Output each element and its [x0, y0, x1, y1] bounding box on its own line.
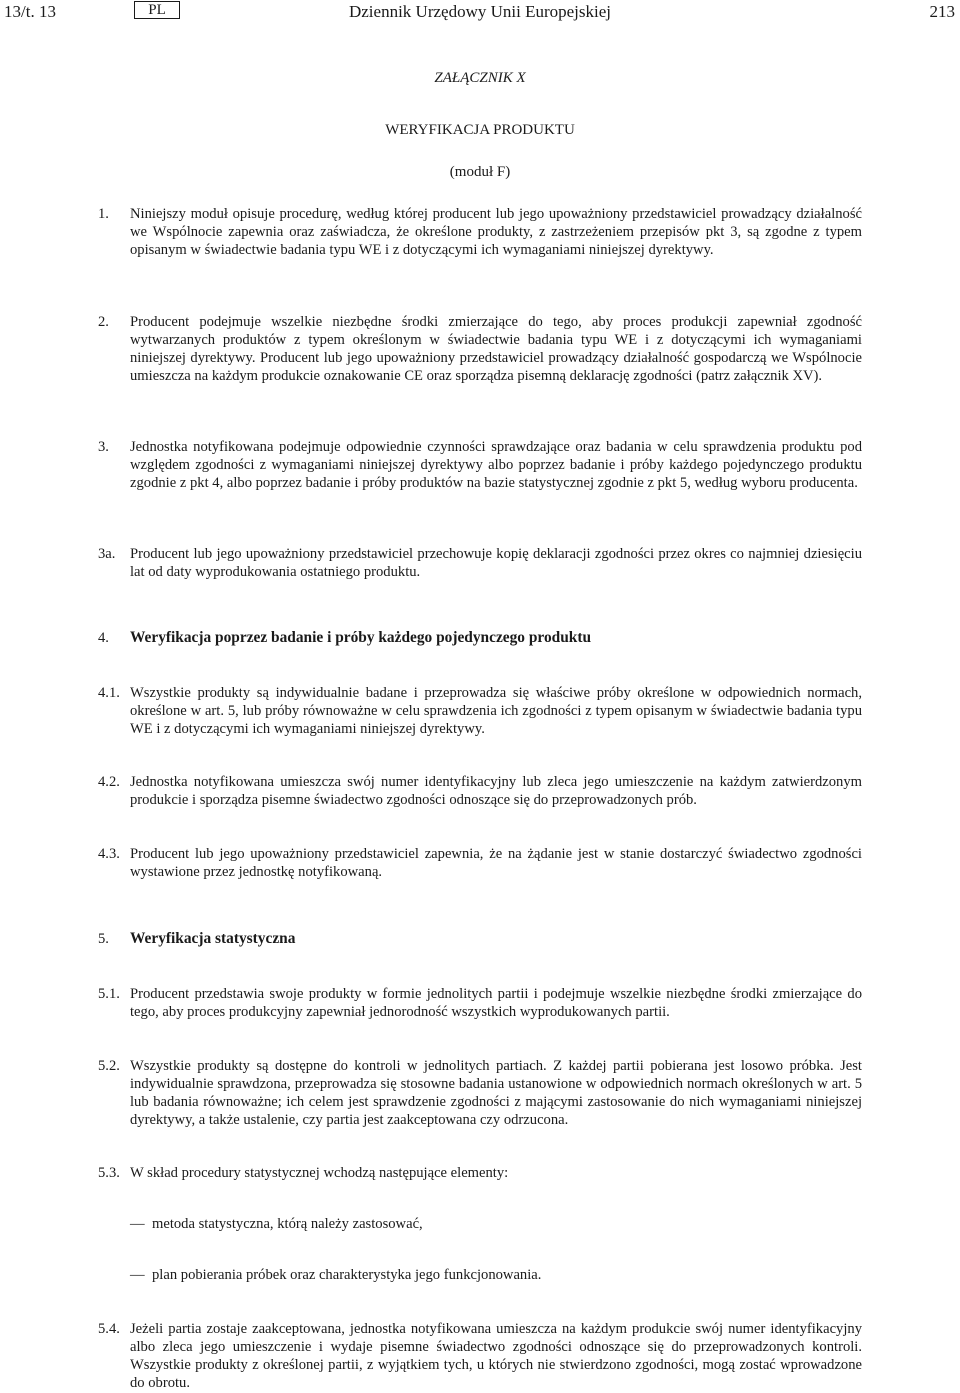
- paragraph-4-2: [98, 773, 862, 809]
- section-heading-text: Weryfikacja poprzez badanie i próby każdego pojedynczego produktu: [130, 629, 592, 646]
- section-5-heading: [98, 930, 862, 948]
- paragraph-5-4: [98, 1320, 862, 1392]
- document-title: WERYFIKACJA PRODUKTU: [385, 122, 575, 138]
- paragraph-1: [98, 205, 862, 259]
- paragraph-text: Producent lub jego upoważniony przedstawiciel przechowuje kopię deklaracji zgodności przez okres co najmniej dziesięciu lat od daty wyprodukowania ostatniego produktu.: [130, 546, 862, 580]
- paragraph-3a: [98, 545, 862, 581]
- paragraph-text: Producent podejmuje wszelkie niezbędne środki zmierzające do tego, aby proces produkcji zapewniał zgodność wytwarzanych produktów z typem określonym w świadectwie badania typu WE i z dotyczącymi ich wymaganiami niniejszej dyrektywy. Producent lub jego upoważniony przedstawiciel prowadzący działalność gospodarczą we Wspólnocie umieszcza na każdym produkcie oznakowanie CE oraz sporządza pisemną deklarację zgodności (patrz załącznik XV).: [130, 314, 862, 384]
- paragraph-text: Jeżeli partia zostaje zaakceptowana, jednostka notyfikowana umieszcza na każdym produkcie swój numer identyfikacyjny albo zleca jego umieszczenie i wydaje pisemne świadectwo zgodności odnoszące się do przeprowadzonych kontroli. Wszystkie produkty z określonej partii, z wyjątkiem tych, u których nie stwierdzono zgodności, mogą zostać wprowadzone do obrotu.: [130, 1321, 862, 1391]
- paragraph-number: 4.1.: [98, 685, 120, 701]
- section-number: 5.: [98, 931, 109, 947]
- dash-bullet: —: [130, 1267, 145, 1283]
- section-4-heading: [98, 629, 862, 647]
- paragraph-number: 4.3.: [98, 846, 120, 862]
- list-item: [130, 1215, 862, 1233]
- page-reference: 13/t. 13: [4, 2, 56, 21]
- paragraph-number: 5.2.: [98, 1058, 120, 1074]
- section-heading-text: Weryfikacja statystyczna: [130, 930, 296, 947]
- language-badge: PL: [134, 1, 180, 19]
- paragraph-text: Wszystkie produkty są indywidualnie badane i przeprowadza się właściwe próby określone w odpowiednich normach, określone w art. 5, lub próby równoważne w celu sprawdzenia ich zgodności z typem opisanym w świadectwie badania typu WE i z dotyczącymi ich wymaganiami niniejszej dyrektywy.: [130, 685, 862, 737]
- page-number: 213: [929, 2, 955, 21]
- list-item-text: plan pobierania próbek oraz charakterystyka jego funkcjonowania.: [152, 1267, 542, 1283]
- list-item-text: metoda statystyczna, którą należy zastosować,: [152, 1216, 423, 1232]
- paragraph-3: [98, 438, 862, 492]
- paragraph-number: 4.2.: [98, 774, 120, 790]
- list-item: [130, 1266, 862, 1284]
- paragraph-text: Niniejszy moduł opisuje procedurę, według której producent lub jego upoważniony przedstawiciel prowadzący działalność we Wspólnocie zapewnia oraz zaświadcza, że określone produkty, z zastrzeżeniem przepisów pkt 3, są zgodne z typem opisanym w świadectwie badania typu WE i z dotyczącymi ich wymaganiami niniejszej dyrektywy.: [130, 206, 862, 258]
- paragraph-4-1: [98, 684, 862, 738]
- paragraph-4-3: [98, 845, 862, 881]
- paragraph-number: 3.: [98, 439, 109, 455]
- annex-label: ZAŁĄCZNIK X: [434, 70, 526, 86]
- paragraph-number: 1.: [98, 206, 109, 222]
- paragraph-text: Jednostka notyfikowana umieszcza swój numer identyfikacyjny lub zleca jego umieszczenie na każdym zatwierdzonym produkcie i sporządza pisemne świadectwo zgodności odnoszące się do przeprowadzonych prób.: [130, 774, 862, 808]
- paragraph-number: 5.4.: [98, 1321, 120, 1337]
- dash-bullet: —: [130, 1216, 145, 1232]
- paragraph-text: Jednostka notyfikowana podejmuje odpowiednie czynności sprawdzające oraz badania w celu sprawdzenia produktu pod względem zgodności z wymaganiami niniejszej dyrektywy albo poprzez badanie i próby każdego pojedynczego produktu zgodnie z pkt 4, albo poprzez badanie i próby produktów na bazie statystycznej zgodnie z pkt 5, według wyboru producenta.: [130, 439, 862, 491]
- paragraph-5-2: [98, 1057, 862, 1129]
- paragraph-text: Producent przedstawia swoje produkty w formie jednolitych partii i podejmuje wszelkie niezbędne środki zmierzające do tego, aby proces produkcyjny zapewniał jednorodność wszystkich wyprodukowanych partii.: [130, 986, 862, 1020]
- paragraph-number: 5.3.: [98, 1165, 120, 1181]
- paragraph-number: 2.: [98, 314, 109, 330]
- paragraph-5-3: [98, 1164, 862, 1182]
- paragraph-text: W skład procedury statystycznej wchodzą następujące elementy:: [130, 1165, 509, 1181]
- document-subtitle: (moduł F): [449, 164, 511, 180]
- paragraph-text: Wszystkie produkty są dostępne do kontroli w jednolitych partiach. Z każdej partii pobierana jest losowo próbka. Jest indywidualnie sprawdzona, przeprowadza się stosowne badania ustanowione w odpowiednich normach określonych w art. 5 lub badania równoważne; ich celem jest sprawdzenie zgodności z mającymi zastosowanie do nich wymaganiami niniejszej dyrektywy, a także ustalenie, czy partia jest zaakceptowana czy odrzucona.: [130, 1058, 862, 1128]
- paragraph-2: [98, 313, 862, 385]
- paragraph-number: 3a.: [98, 546, 116, 562]
- journal-title: Dziennik Urzędowy Unii Europejskiej: [348, 2, 611, 21]
- paragraph-text: Producent lub jego upoważniony przedstawiciel zapewnia, że na żądanie jest w stanie dostarczyć świadectwo zgodności wystawione przez jednostkę notyfikowaną.: [130, 846, 862, 880]
- paragraph-5-1: [98, 985, 862, 1021]
- section-number: 4.: [98, 630, 109, 646]
- journal-header: [0, 0, 960, 22]
- paragraph-number: 5.1.: [98, 986, 120, 1002]
